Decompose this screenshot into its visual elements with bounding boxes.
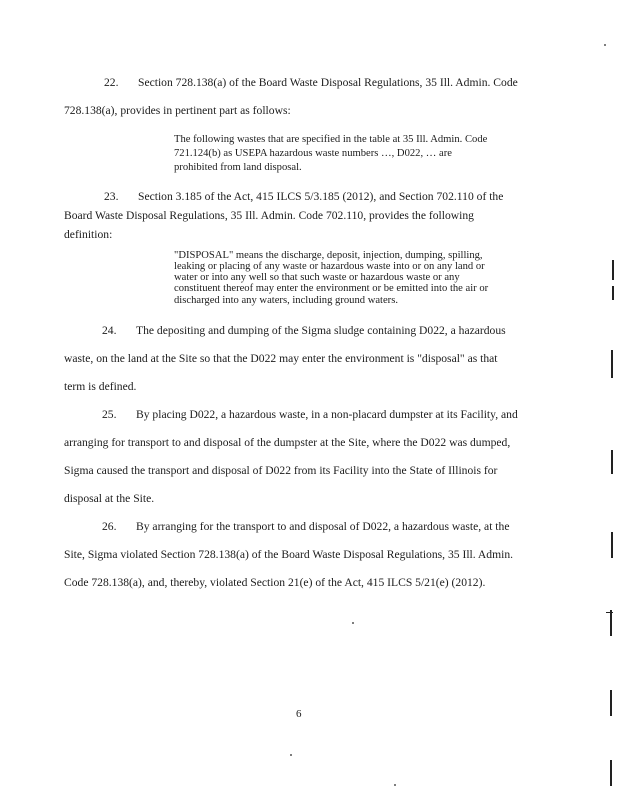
paragraph-text-line: Code 728.138(a), and, thereby, violated Section 21(e) of the Act, 415 ILCS 5/21(e) (2012).: [64, 576, 486, 589]
scan-artifact-dot: [290, 754, 292, 756]
paragraph-number: 24.: [102, 324, 117, 337]
scan-artifact-mark: [611, 350, 613, 378]
paragraph-text-line: The depositing and dumping of the Sigma sludge containing D022, a hazardous: [136, 324, 506, 337]
paragraph-number: 25.: [102, 408, 117, 421]
paragraph-text-line: Section 728.138(a) of the Board Waste Disposal Regulations, 35 Ill. Admin. Code: [138, 76, 518, 89]
paragraph-text-line: term is defined.: [64, 380, 137, 393]
paragraph-text-line: By placing D022, a hazardous waste, in a non-placard dumpster at its Facility, and: [136, 408, 518, 421]
paragraph-text-line: definition:: [64, 228, 113, 241]
paragraph-text-line: arranging for transport to and disposal of the dumpster at the Site, where the D022 was dumped,: [64, 436, 511, 449]
paragraph-text-line: Sigma caused the transport and disposal of D022 from its Facility into the State of Illinois for: [64, 464, 498, 477]
block-quote-line: "DISPOSAL" means the discharge, deposit, injection, dumping, spilling,: [174, 250, 483, 261]
paragraph-number: 22.: [104, 76, 119, 89]
paragraph-text-line: waste, on the land at the Site so that the D022 may enter the environment is "disposal" as that: [64, 352, 498, 365]
block-quote-line: prohibited from land disposal.: [174, 162, 302, 173]
scan-artifact-mark: [612, 286, 614, 300]
block-quote-line: leaking or placing of any waste or hazardous waste into or on any land or: [174, 261, 485, 272]
block-quote-line: discharged into any waters, including ground waters.: [174, 295, 398, 306]
scan-artifact-mark: [610, 690, 612, 716]
scan-artifact-mark: [610, 610, 612, 636]
block-quote-line: 721.124(b) as USEPA hazardous waste numbers …, D022, … are: [174, 148, 452, 159]
page-number: 6: [296, 708, 302, 720]
paragraph-text-line: By arranging for the transport to and disposal of D022, a hazardous waste, at the: [136, 520, 510, 533]
scan-artifact-mark: [611, 532, 613, 558]
scan-artifact-dot: [352, 622, 354, 624]
block-quote-line: The following wastes that are specified in the table at 35 Ill. Admin. Code: [174, 134, 488, 145]
paragraph-text-line: disposal at the Site.: [64, 492, 155, 505]
block-quote-line: constituent thereof may enter the environment or be emitted into the air or: [174, 283, 489, 294]
scan-artifact-dot: [604, 44, 606, 46]
scan-artifact-mark: [606, 612, 613, 613]
scan-artifact-mark: [611, 450, 613, 474]
scan-artifact-mark: [610, 760, 612, 786]
paragraph-number: 23.: [104, 190, 119, 203]
scan-artifact-dot: [394, 784, 396, 786]
paragraph-text-line: Site, Sigma violated Section 728.138(a) of the Board Waste Disposal Regulations, 35 Ill. Admin.: [64, 548, 514, 561]
paragraph-text-line: 728.138(a), provides in pertinent part as follows:: [64, 104, 291, 117]
scan-artifact-mark: [612, 260, 614, 280]
paragraph-number: 26.: [102, 520, 117, 533]
paragraph-text-line: Section 3.185 of the Act, 415 ILCS 5/3.185 (2012), and Section 702.110 of the: [138, 190, 504, 203]
block-quote-line: water or into any well so that such waste or hazardous waste or any: [174, 272, 460, 283]
paragraph-text-line: Board Waste Disposal Regulations, 35 Ill. Admin. Code 702.110, provides the following: [64, 209, 474, 222]
